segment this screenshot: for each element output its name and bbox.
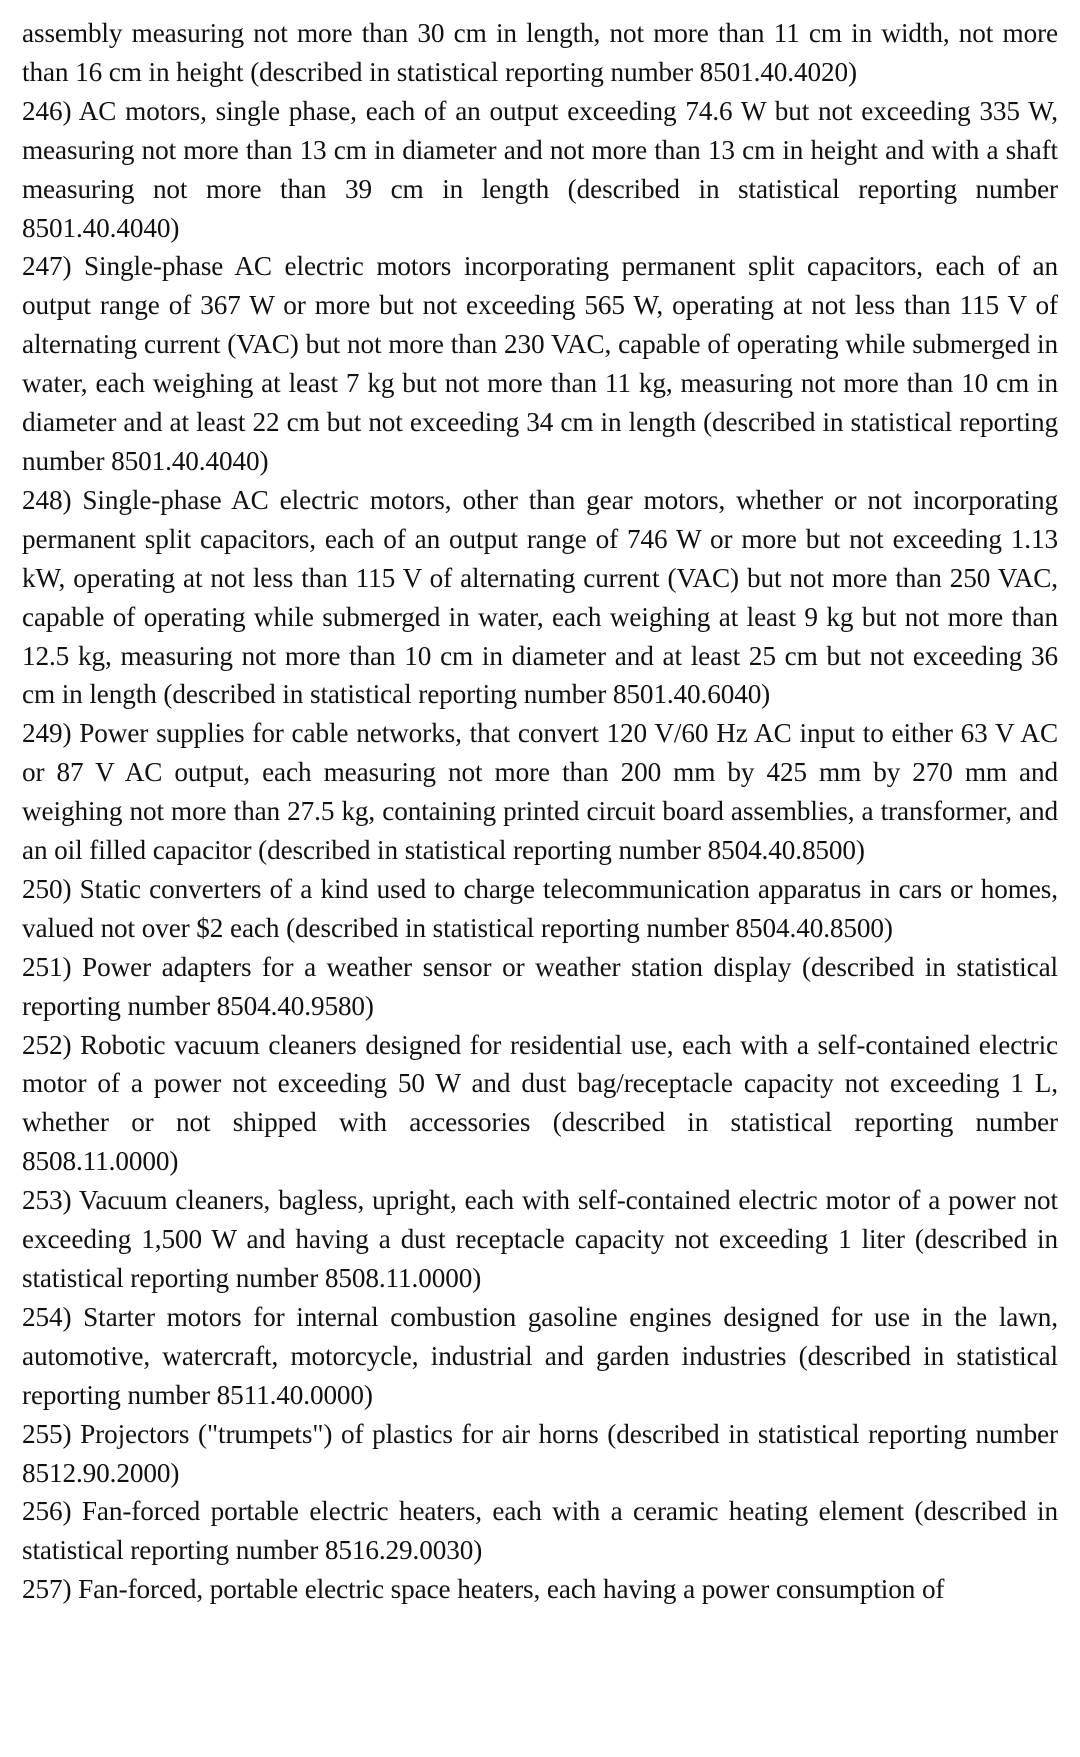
paragraph-item-246: 246) AC motors, single phase, each of an output exceeding 74.6 W but not exceeding 335 W, measuring not more than 13 cm in diameter and not more than 13 cm in height and with a shaft measuring not more than 39 cm in length (described in statistical reporting number 8501.40.4040) <box>22 95 1058 243</box>
paragraph-item-256: 256) Fan-forced portable electric heaters, each with a ceramic heating element (described in statistical reporting number 8516.29.0030) <box>22 1496 1058 1566</box>
document-page <box>22 14 1058 1609</box>
paragraph-item-248: 248) Single-phase AC electric motors, other than gear motors, whether or not incorporating permanent split capacitors, each of an output range of 746 W or more but not exceeding 1.13 kW, operating at not less than 115 V of alternating current (VAC) but not more than 250 VAC, capable of operating while submerged in water, each weighing at least 9 kg but not more than 12.5 kg, measuring not more than 10 cm in diameter and at least 25 cm but not exceeding 36 cm in length (described in statistical reporting number 8501.40.6040) <box>22 484 1058 710</box>
paragraph-item-250: 250) Static converters of a kind used to charge telecommunication apparatus in cars or homes, valued not over $2 each (described in statistical reporting number 8504.40.8500) <box>22 873 1058 943</box>
paragraph-item-249: 249) Power supplies for cable networks, that convert 120 V/60 Hz AC input to either 63 V AC or 87 V AC output, each measuring not more than 200 mm by 425 mm by 270 mm and weighing not more than 27.5 kg, containing printed circuit board assemblies, a transformer, and an oil filled capacitor (described in statistical reporting number 8504.40.8500) <box>22 718 1058 866</box>
paragraph-item-257: 257) Fan-forced, portable electric space heaters, each having a power consumption of <box>22 1574 945 1605</box>
paragraph-item-254: 254) Starter motors for internal combustion gasoline engines designed for use in the lawn, automotive, watercraft, motorcycle, industrial and garden industries (described in statistical reporting number 8511.40.0000) <box>22 1301 1058 1410</box>
paragraph-item-247: 247) Single-phase AC electric motors incorporating permanent split capacitors, each of an output range of 367 W or more but not exceeding 565 W, operating at not less than 115 V of alternating current (VAC) but not more than 230 VAC, capable of operating while submerged in water, each weighing at least 7 kg but not more than 11 kg, measuring not more than 10 cm in diameter and at least 22 cm but not exceeding 34 cm in length (described in statistical reporting number 8501.40.4040) <box>22 251 1058 476</box>
paragraph-item-252: 252) Robotic vacuum cleaners designed for residential use, each with a self-contained electric motor of a power not exceeding 50 W and dust bag/receptacle capacity not exceeding 1 L, whether or not shipped with accessories (described in statistical reporting number 8508.11.0000) <box>22 1029 1058 1177</box>
paragraph-item-255: 255) Projectors ("trumpets") of plastics for air horns (described in statistical reporting number 8512.90.2000) <box>22 1418 1058 1488</box>
paragraph-item-251: 251) Power adapters for a weather sensor or weather station display (described in statistical reporting number 8504.40.9580) <box>22 951 1058 1021</box>
paragraph-item-253: 253) Vacuum cleaners, bagless, upright, each with self-contained electric motor of a power not exceeding 1,500 W and having a dust receptacle capacity not exceeding 1 liter (described in statistical reporting number 8508.11.0000) <box>22 1185 1058 1293</box>
paragraph-continuation: assembly measuring not more than 30 cm in length, not more than 11 cm in width, not more than 16 cm in height (described in statistical reporting number 8501.40.4020) <box>22 18 1058 87</box>
